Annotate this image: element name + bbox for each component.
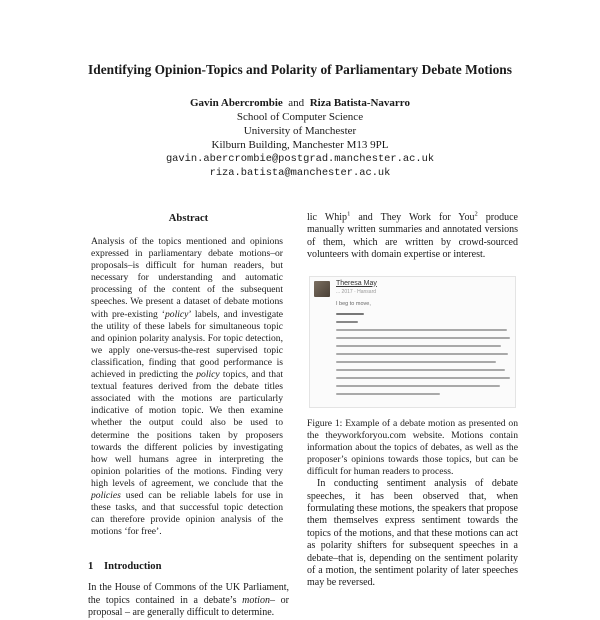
motion-text-blurred	[336, 313, 510, 401]
email-2: riza.batista@manchester.ac.uk	[209, 167, 391, 179]
affiliation-line: Kilburn Building, Manchester M13 9PL	[211, 139, 389, 151]
affiliation-line: University of Manchester	[243, 125, 357, 137]
introduction-text: In the House of Commons of the UK Parliament, the topics contained in a debate’s motion– or proposal – are generally difficult to determine.	[88, 582, 289, 619]
author-2: Riza Batista-Navarro	[309, 97, 410, 109]
figure-1-caption: Figure 1: Example of a debate motion as presented on the theyworkforyou.com website. Motions contain information about the topics of debates, as well as the proposer’s opinions towards those topics, but can be difficult for human readers to process.	[307, 417, 518, 477]
section-number: 1	[88, 561, 94, 573]
author-conjunction: and	[288, 97, 305, 109]
body-paragraph: In conducting sentiment analysis of debate speeches, it has been observed that, when formulating these motions, the speakers that propose them themselves express sentiment towards the topics of the motions, and that these motions can act as polarity shifters for subsequent speeches in a debate–that is, depending on the sentiment polarity of a motion, the sentiment polarity of later speeches may be reversed.	[307, 478, 518, 589]
email-1: gavin.abercrombie@postgrad.manchester.ac.uk	[165, 153, 435, 165]
abstract-heading: Abstract	[168, 213, 209, 224]
author-block	[0, 96, 600, 180]
author-1: Gavin Abercrombie	[190, 97, 283, 109]
left-column	[88, 212, 289, 620]
continuation-paragraph: lic Whip$^1$ and They Work for You$^2$ produce manually written summaries and annotated versions of them, which are written by crowd-sourced volunteers with domain expertise or interest.	[307, 210, 518, 261]
speaker-meta: ... 2017 · Hansard	[336, 288, 377, 295]
figure-1-screenshot	[309, 276, 516, 408]
speaker-name: Theresa May	[336, 279, 377, 287]
right-column	[307, 212, 518, 590]
section-heading-introduction	[88, 560, 289, 574]
abstract-text: Analysis of the topics mentioned and opinions expressed in parliamentary debate motions–or proposals–is difficult for human readers, but necessary for understanding and automatic processing of the content of the subsequent speeches. We present a dataset of debate motions with pre-existing ‘policy’ labels, and investigate the utility of these labels for simultaneous topic and opinion polarity analysis. For topic detection, we apply one-versus-the-rest supervised topic classification, finding that good performance is achieved in predicting the policy topics, and that textual features derived from the debate titles associated with the motions are particularly indicative of motion topic. We then examine whether the output could also be used to determine the positions taken by proposers towards the different policies by investigating how well humans agree in interpreting the opinion polarities of the motions. Finding very high levels of agreement, we conclude that the policies used can be reliable labels for use in these tasks, and that successful topic detection can therefore provide opinion analysis of the motions ‘for free’.	[91, 236, 284, 538]
author-names	[0, 96, 600, 110]
motion-opening: I beg to move,	[336, 300, 371, 307]
section-title: Introduction	[104, 561, 162, 573]
paper-title: Identifying Opinion-Topics and Polarity of Parliamentary Debate Motions	[88, 62, 512, 77]
speaker-avatar	[314, 281, 330, 297]
affiliation-line: School of Computer Science	[236, 111, 364, 123]
